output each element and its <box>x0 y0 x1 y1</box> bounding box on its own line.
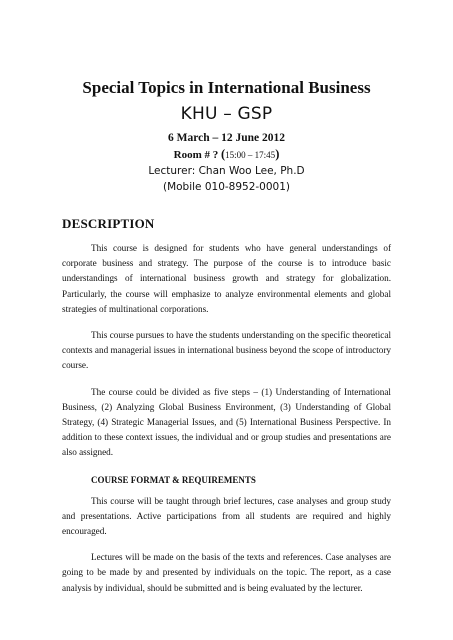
description-paragraph-1: This course is designed for students who have general understandings of corporate business and strategy. The purpose of the course is to introduce basic understandings of international business growth and strategy for globalization. Particularly, the course will emphasize to analyze environmental elements and global strategies of multinational corporations. <box>62 243 391 314</box>
lecturer-mobile: (Mobile 010-8952-0001) <box>162 181 291 193</box>
room-label: Room # ? <box>173 149 219 161</box>
document-subtitle: KHU – GSP <box>180 104 273 124</box>
room-paren-close: ) <box>275 147 280 161</box>
course-dates: 6 March – 12 June 2012 <box>167 132 286 144</box>
description-heading: DESCRIPTION <box>62 216 155 231</box>
room-time: 15:00 – 17:45 <box>225 150 276 160</box>
description-paragraph-3: The course could be divided as five steps – (1) Understanding of International Business, (2) Analyzing Global Business Environment, (3) Understanding of Global Strategy, (4) Strategic Managerial Issues, and (5) International Business Perspective. In addition to these context issues, the individual and or group studies and presentations are also assigned. <box>62 386 391 458</box>
course-format-paragraph-2: Lectures will be made on the basis of the texts and references. Case analyses are going to be made by and presented by individuals on the topic. The report, as a case analysis by individual, should be submitted and is being evaluated by the lecturer. <box>62 552 391 593</box>
description-paragraph-2: This course pursues to have the students understanding on the specific theoretical contexts and managerial issues in international business beyond the scope of introductory course. <box>62 330 391 371</box>
course-format-heading: COURSE FORMAT & REQUIREMENTS <box>91 474 256 485</box>
course-format-paragraph-1: This course will be taught through brief lectures, case analyses and group study and presentations. Active participations from all students are required and highly encouraged. <box>62 495 391 537</box>
lecturer-info: Lecturer: Chan Woo Lee, Ph.D <box>148 165 305 177</box>
document-title: Special Topics in International Business <box>82 78 371 97</box>
room-paren-open: ( <box>221 147 226 161</box>
room-info <box>62 146 391 163</box>
course-meta <box>62 130 391 195</box>
